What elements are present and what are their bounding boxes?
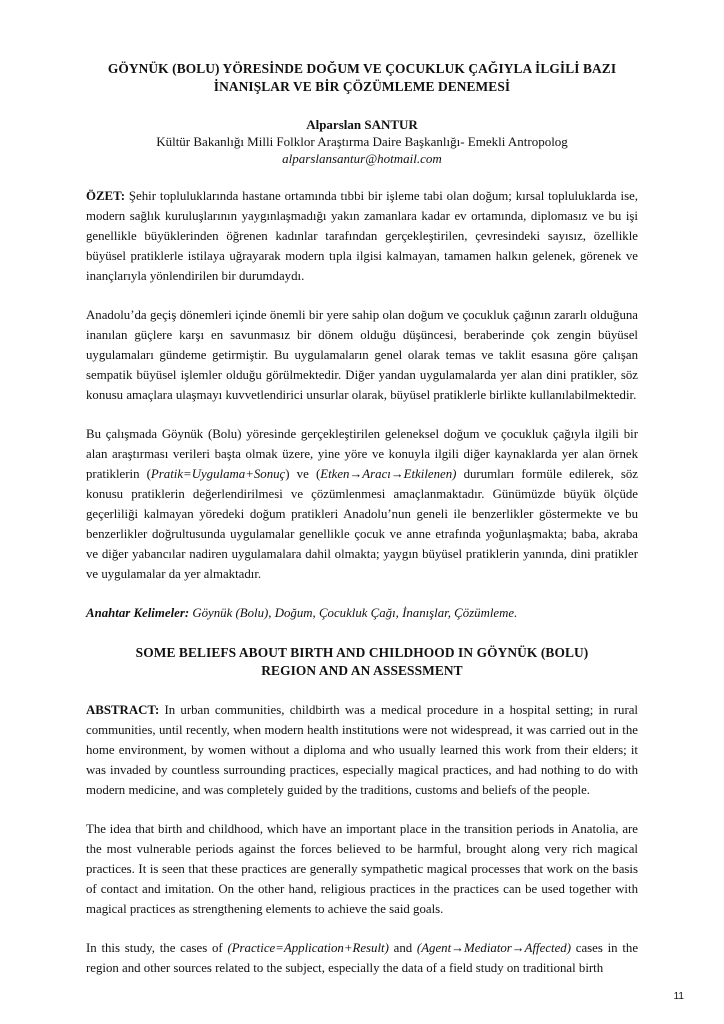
abstract-formula-2: (Agent→Mediator→Affected): [416, 941, 571, 955]
title-english-line2: REGION AND AN ASSESSMENT: [261, 663, 463, 678]
ozet-p3-part-a: Bu çalışmada Göynük (Bolu) yöresinde gerçekleştirilen geleneksel doğum ve çocukluk çağıyla ilgili bir alan araştırması verileri başta olmak üzere, yine yöre ve konuyla ilgili diğer kaynaklarda yer alan örnek pratiklerin (: [86, 427, 638, 481]
author-name: Alparslan SANTUR: [306, 117, 418, 132]
title-turkish-line1: GÖYNÜK (BOLU) YÖRESİNDE DOĞUM VE ÇOCUKLUK ÇAĞIYLA İLGİLİ BAZI: [107, 61, 617, 76]
page-number: 11: [673, 991, 684, 1002]
abstract-label: ABSTRACT:: [86, 703, 160, 717]
ozet-p3-part-b: ) ve (: [285, 467, 321, 481]
ozet-formula-1: Pratik=Uygulama+Sonuç: [150, 467, 286, 481]
keywords: [86, 603, 638, 623]
abstract-p1-text: In urban communities, childbirth was a medical procedure in a hospital setting; in rural communities, until recently, when modern health institutions were not widespread, it was carried out in the home environment, by women without a diploma and who usually learned this work from their elders; it was invaded by countless surrounding practices, especially magical practices, and had nothing to do with modern medicine, and was completely guided by the traditions, customs and beliefs of the people.: [86, 703, 638, 797]
abstract-p3-part-b: and: [388, 941, 417, 955]
ozet-label: ÖZET:: [86, 189, 126, 203]
title-turkish: [86, 60, 638, 96]
abstract-p3-part-c: cases in the region and other sources related to the subject, especially the data of a field study on traditional birth: [86, 941, 639, 975]
ozet-formula-2: Etken→Aracı→Etkilenen): [320, 467, 457, 481]
ozet-paragraph-2: Anadolu’da geçiş dönemleri içinde önemli bir yere sahip olan doğum ve çocukluk çağının zararlı olduğuna inanılan güçlere karşı en savunmasız bir dönem olduğu düşüncesi, beraberinde çok zengin büyüsel uygulamaları gündeme getirmiştir. Bu uygulamaların genel olarak temas ve taklit esasına göre çalışan sempatik büyüsel işlemler olduğu görülmektedir. Diğer yandan uygulamalarda yer alan dini pratikler, söz konusu amaçlara ulaşmayı kuvvetlendirici unsurlar olarak, büyüsel pratiklerle birlikte kullanılabilmektedir.: [86, 308, 638, 402]
author-affiliation: Kültür Bakanlığı Milli Folklor Araştırma Daire Başkanlığı- Emekli Antropolog: [156, 134, 568, 149]
abstract-p3-part-a: In this study, the cases of: [86, 941, 228, 955]
abstract-paragraph-3: [86, 938, 638, 978]
abstract-paragraph-2: The idea that birth and childhood, which have an important place in the transition periods in Anatolia, are the most vulnerable periods against the forces believed to be harmful, brought along very rich magical practices. It is seen that these practices are generally sympathetic magical processes that work on the basis of contact and imitation. On the other hand, religious practices in the practices can be used together with magical practices as strengthening elements to achieve the said goals.: [86, 822, 638, 916]
title-english: [86, 644, 638, 680]
title-english-line1: SOME BELIEFS ABOUT BIRTH AND CHILDHOOD IN GÖYNÜK (BOLU): [135, 645, 589, 660]
ozet-paragraph-1: [86, 186, 638, 286]
ozet-p1-text: Şehir topluluklarında hastane ortamında tıbbi bir işleme tabi olan doğum; kırsal topluluklarda ise, modern sağlık kuruluşlarının yaygınlaşmadığı yakın zamanlara kadar ev ortamında, diplomasız ve bu işi genellikle büyüklerinden öğrenen kadınlar tarafından gerçekleştirilen, çevresindeki sayısız, özellikle büyüsel pratiklerle istilaya uğrayarak modern tıpla ilgisi kalmayan, tamamen halkın gelenek, görenek ve inançlarıyla yönlendirilen bir durumdaydı.: [86, 189, 638, 283]
abstract-paragraph-1: [86, 700, 638, 800]
keywords-text: Göynük (Bolu), Doğum, Çocukluk Çağı, İnanışlar, Çözümleme.: [189, 606, 518, 620]
keywords-label: Anahtar Kelimeler:: [86, 606, 190, 620]
abstract-formula-1: (Practice=Application+Result): [227, 941, 389, 955]
author-email[interactable]: alparslansantur@hotmail.com: [282, 151, 442, 166]
ozet-paragraph-3: [86, 424, 638, 584]
ozet-p3-part-c: durumları formüle edilerek, söz konusu pratiklerin değerlendirilmesi ve çözümlenmesi amaçlanmaktadır. Günümüzde büyük ölçüde geçerliliği kalmayan yöredeki doğum pratikleri Anadolu’nun geneli ile benzerlikler göstermekte ve bu benzerlikler doğrultusunda uygulamalar genellikle çocuk ve anne etrafında yoğunlaşmakta; baba, akraba ve diğer yabancılar nadiren uygulamalara dahil olmakta; yaygın büyüsel pratiklerin yanında, dini pratikler ve uygulamalar da yer almaktadır.: [86, 467, 638, 581]
author-block: [86, 116, 638, 167]
title-turkish-line2: İNANIŞLAR VE BİR ÇÖZÜMLEME DENEMESİ: [213, 79, 511, 94]
